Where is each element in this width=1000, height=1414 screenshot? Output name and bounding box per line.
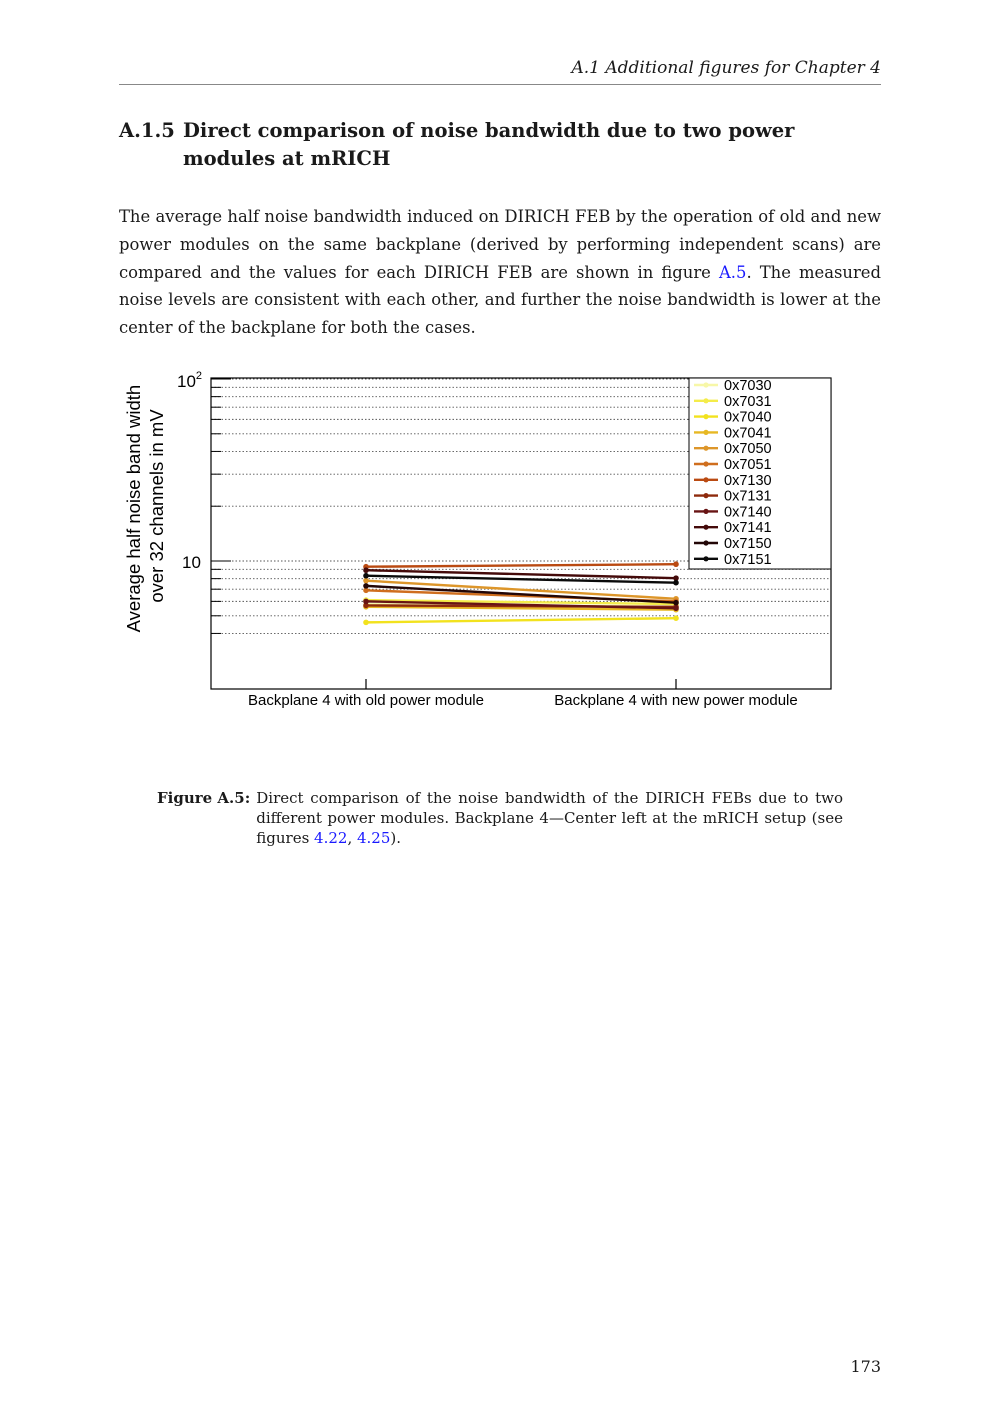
caption-text-2: ). xyxy=(390,829,402,847)
section-number: A.1.5 xyxy=(119,119,175,142)
legend-marker-0x7031 xyxy=(703,398,708,403)
legend-label-0x7150: 0x7150 xyxy=(724,536,772,552)
legend-label-0x7030: 0x7030 xyxy=(724,378,772,394)
data-point-0x7140-new xyxy=(673,605,679,611)
caption-label: Figure A.5: xyxy=(157,789,251,807)
legend-label-0x7040: 0x7040 xyxy=(724,409,772,426)
series-line-0x7040 xyxy=(366,618,676,622)
data-point-0x7140-old xyxy=(363,599,369,605)
data-point-0x7151-old xyxy=(363,573,369,579)
caption-ref-2[interactable]: 4.25 xyxy=(356,829,391,847)
legend-marker-0x7041 xyxy=(703,430,708,435)
data-point-0x7040-new xyxy=(673,615,679,621)
legend-label-0x7031: 0x7031 xyxy=(724,393,772,410)
legend xyxy=(689,378,831,569)
section-title: Direct comparison of noise bandwidth due to two power modules at mRICH xyxy=(183,119,795,170)
legend-marker-0x7151 xyxy=(703,556,708,561)
legend-label-0x7141: 0x7141 xyxy=(724,520,772,537)
legend-label-0x7140: 0x7140 xyxy=(724,504,772,521)
paragraph-text-2: . The measured noise levels are consistent with each other, and further the noise bandwidth is lower at the center of the backplane for both the cases. xyxy=(119,262,881,338)
legend-marker-0x7131 xyxy=(703,493,708,498)
legend-marker-0x7050 xyxy=(703,446,708,451)
legend-label-0x7050: 0x7050 xyxy=(724,441,772,458)
caption-text-1: Direct comparison of the noise bandwidth of the DIRICH FEBs due to two different power modules. Backplane 4—Center left at the mRICH setup (see figures xyxy=(256,789,843,847)
y-axis-ticks xyxy=(211,379,231,633)
legend-label-0x7130: 0x7130 xyxy=(724,472,772,489)
y-axis-label: Average half noise band width over 32 channels in mV xyxy=(123,384,167,633)
data-point-0x7040-old xyxy=(363,620,369,626)
legend-marker-0x7040 xyxy=(703,414,708,419)
x-tick-label-new: Backplane 4 with new power module xyxy=(554,692,798,709)
figure-caption xyxy=(157,788,843,848)
legend-marker-0x7051 xyxy=(703,461,708,466)
y-tick-label-100: $10^2$ xyxy=(177,370,203,391)
running-head: A.1 Additional figures for Chapter 4 xyxy=(571,58,881,78)
legend-label-0x7131: 0x7131 xyxy=(724,488,772,505)
y-tick-label-10: 10 xyxy=(182,553,201,572)
data-point-0x7150-old xyxy=(363,583,369,589)
data-point-0x7050-old xyxy=(363,578,369,584)
page-number: 173 xyxy=(850,1357,881,1376)
data-point-0x7130-new xyxy=(673,561,679,567)
legend-marker-0x7150 xyxy=(703,540,708,545)
legend-marker-0x7030 xyxy=(703,382,708,387)
legend-label-0x7051: 0x7051 xyxy=(724,457,772,473)
legend-label-0x7151: 0x7151 xyxy=(724,551,772,568)
data-point-0x7151-new xyxy=(673,580,679,586)
series-line-0x7130 xyxy=(366,564,676,567)
legend-label-0x7041: 0x7041 xyxy=(724,425,772,442)
legend-marker-0x7140 xyxy=(703,509,708,514)
x-axis-ticks xyxy=(366,679,676,689)
data-point-0x7150-new xyxy=(673,600,679,606)
caption-text xyxy=(256,788,843,848)
caption-sep: , xyxy=(347,829,357,847)
paragraph-text-1: The average half noise bandwidth induced on DIRICH FEB by the operation of old and new power modules on the same backplane (derived by performing independent scans) are compared and the values for each DIRICH FEB are shown in figure xyxy=(119,207,881,282)
caption-ref-1[interactable]: 4.22 xyxy=(314,829,348,847)
legend-marker-0x7130 xyxy=(703,477,708,482)
data-point-0x7141-old xyxy=(363,567,369,573)
figure-ref-link[interactable]: A.5 xyxy=(718,262,747,282)
x-tick-label-old: Backplane 4 with old power module xyxy=(248,692,484,709)
legend-marker-0x7141 xyxy=(703,525,708,530)
